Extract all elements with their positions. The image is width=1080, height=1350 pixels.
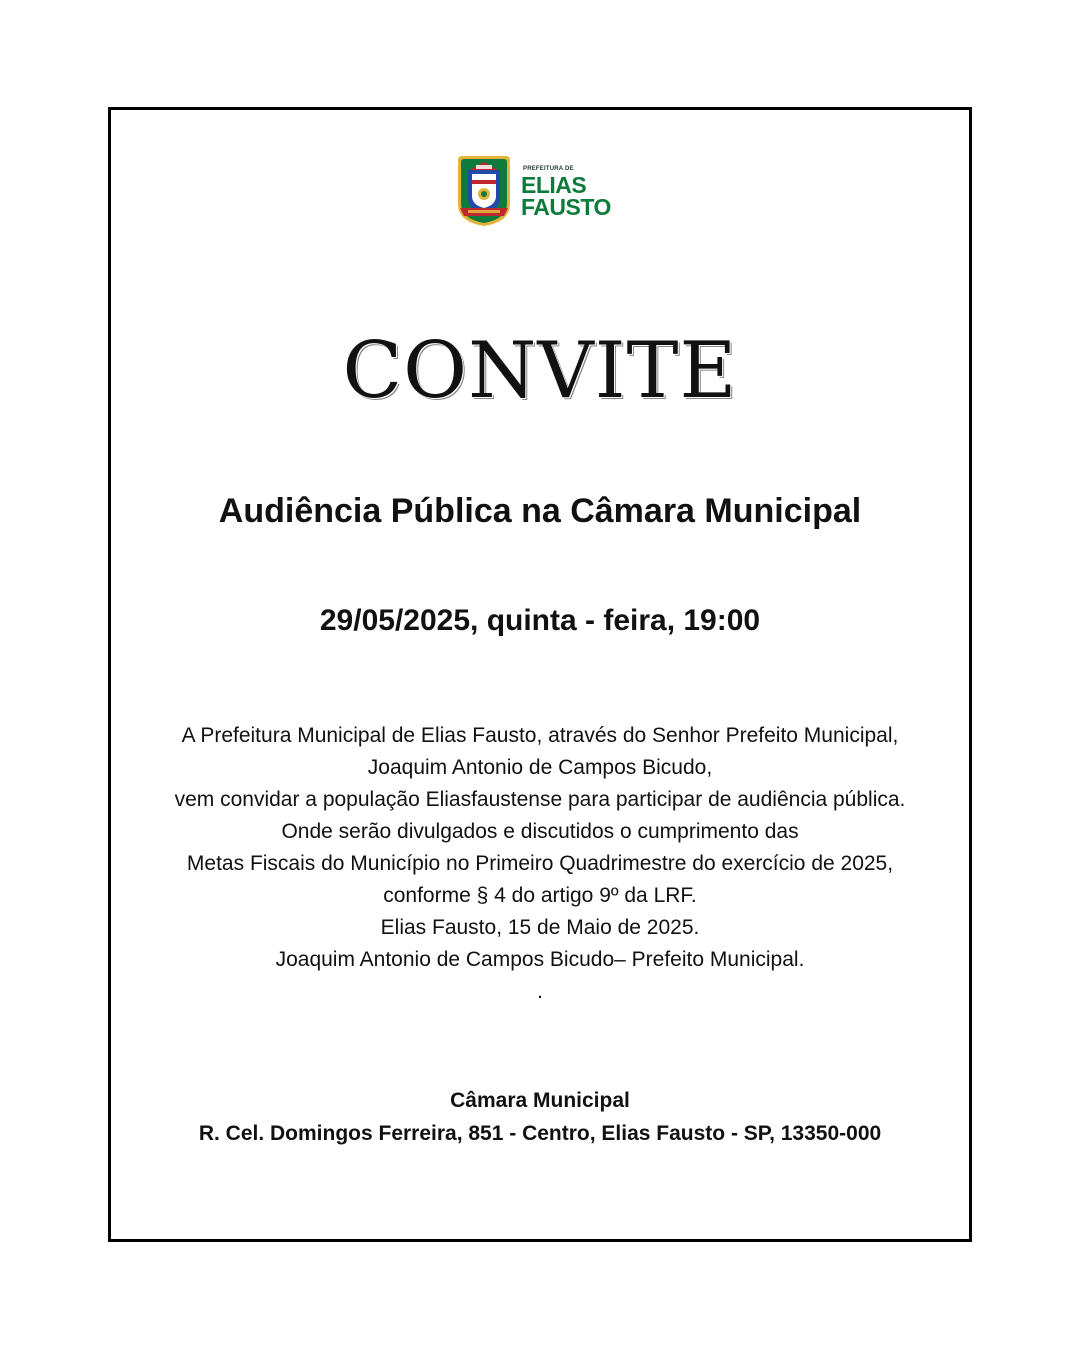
body-line: vem convidar a população Eliasfaustense para participar de audiência pública.: [174, 788, 906, 811]
document-border: [108, 107, 972, 1242]
body-line: conforme § 4 do artigo 9º da LRF.: [383, 884, 697, 907]
venue-address: R. Cel. Domingos Ferreira, 851 - Centro, Elias Fausto - SP, 13350-000: [198, 1122, 882, 1145]
body-line: Joaquim Antonio de Campos Bicudo,: [367, 756, 713, 779]
convite-heading: CONVITE: [342, 326, 738, 416]
body-line: .: [537, 980, 543, 1003]
prefeitura-logo: [454, 154, 634, 230]
venue-info: [0, 1084, 1080, 1150]
body-line: Joaquim Antonio de Campos Bicudo– Prefeito Municipal.: [275, 948, 805, 971]
municipal-coat-of-arms-icon: [454, 154, 514, 228]
body-line: Metas Fiscais do Município no Primeiro Quadrimestre do exercício de 2025,: [186, 852, 894, 875]
body-line: Onde serão divulgados e discutidos o cumprimento das: [281, 820, 799, 843]
logo-small-text: PREFEITURA DE: [523, 166, 574, 172]
logo-line-elias: ELIAS: [521, 172, 587, 198]
body-line: A Prefeitura Municipal de Elias Fausto, através do Senhor Prefeito Municipal,: [181, 724, 899, 747]
logo-line-fausto: FAUSTO: [521, 194, 611, 220]
invitation-body: [0, 720, 1080, 1008]
body-line: Elias Fausto, 15 de Maio de 2025.: [380, 916, 700, 939]
event-datetime: 29/05/2025, quinta - feira, 19:00: [319, 604, 761, 637]
venue-name: Câmara Municipal: [450, 1089, 630, 1112]
event-title: Audiência Pública na Câmara Municipal: [218, 492, 862, 530]
